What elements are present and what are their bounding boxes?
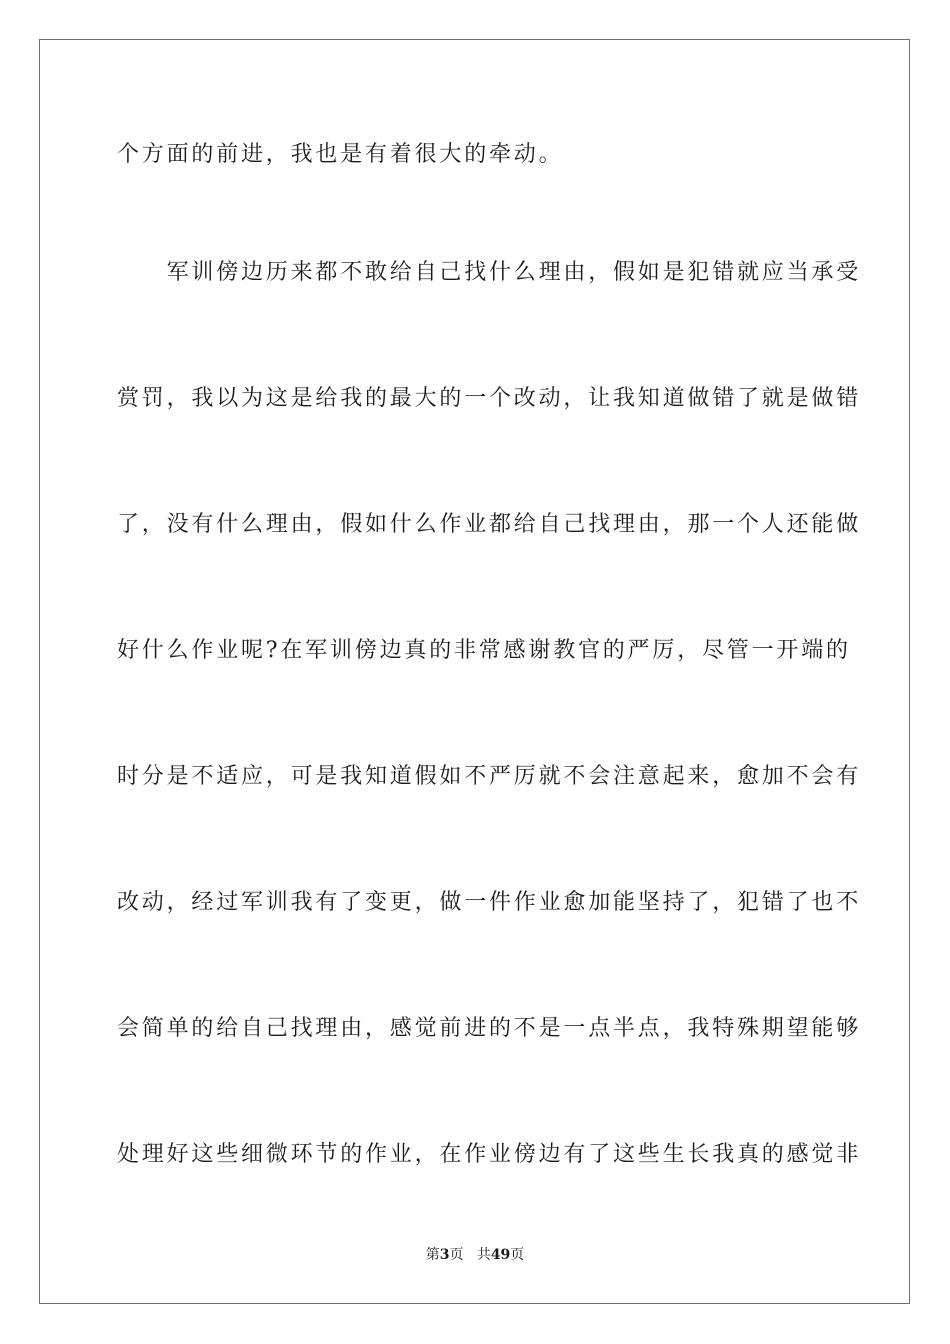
footer-total-suffix: 页	[510, 1247, 525, 1263]
text-line-8: 会简单的给自己找理由，感觉前进的不是一点半点，我特殊期望能够	[117, 1016, 862, 1041]
page-footer	[0, 1246, 950, 1264]
text-line-3: 赏罚，我以为这是给我的最大的一个改动，让我知道做错了就是做错	[117, 386, 862, 411]
text-line-2: 军训傍边历来都不敢给自己找什么理由，假如是犯错就应当承受	[117, 260, 862, 285]
page-total: 49	[490, 1247, 511, 1263]
text-line-9: 处理好这些细微环节的作业，在作业傍边有了这些生长我真的感觉非	[117, 1142, 862, 1167]
text-line-1: 个方面的前进，我也是有着很大的牵动。	[117, 142, 564, 167]
text-line-7: 改动，经过军训我有了变更，做一件作业愈加能坚持了，犯错了也不	[117, 890, 862, 915]
text-line-5: 好什么作业呢?在军训傍边真的非常感谢教官的严厉，尽管一开端的	[117, 638, 851, 663]
text-line-6: 时分是不适应，可是我知道假如不严厉就不会注意起来，愈加不会有	[117, 764, 862, 789]
footer-page-suffix: 页	[449, 1247, 464, 1263]
text-line-4: 了，没有什么理由，假如什么作业都给自己找理由，那一个人还能做	[117, 512, 862, 537]
footer-total-prefix: 共	[476, 1247, 491, 1263]
page-number: 3	[439, 1247, 450, 1263]
footer-prefix: 第	[425, 1247, 440, 1263]
page-border	[39, 39, 910, 1304]
